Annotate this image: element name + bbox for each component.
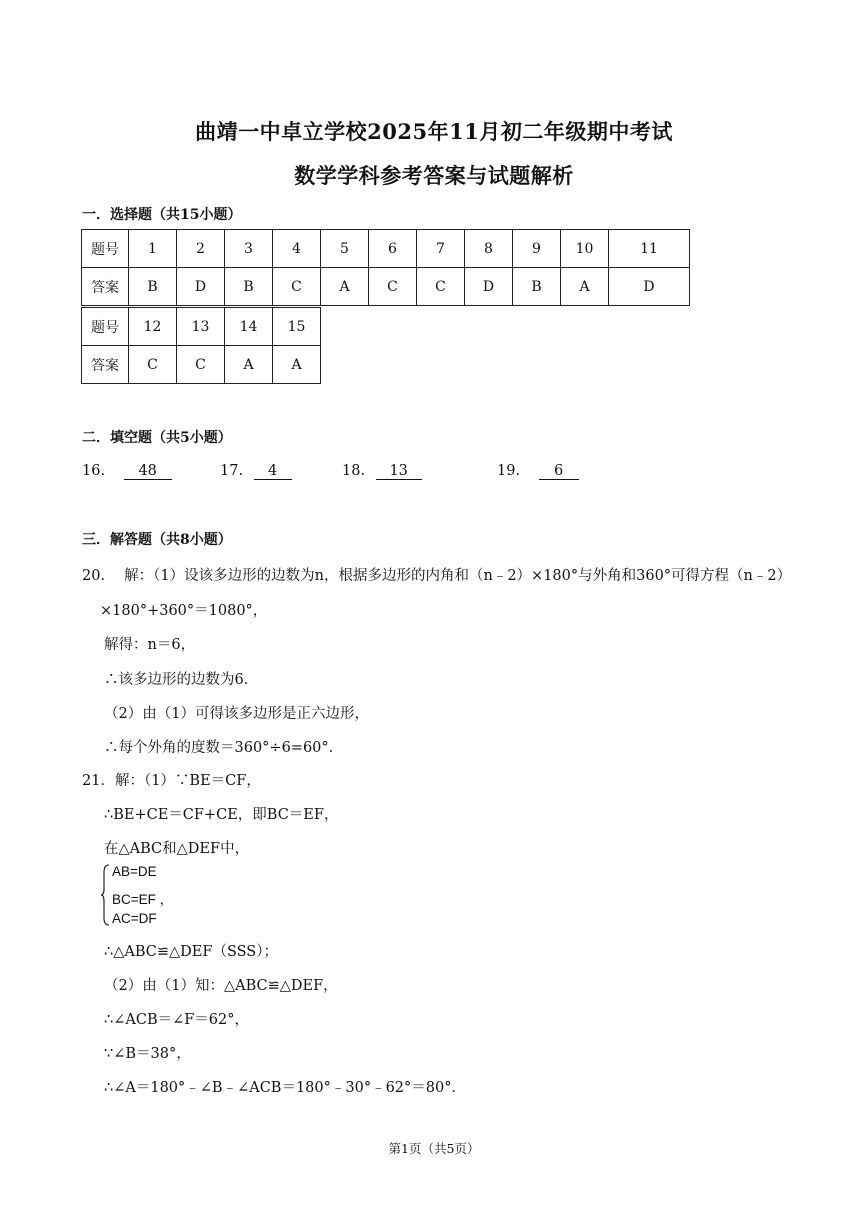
- solution-line: ×180°+360°＝1080°，: [100, 603, 268, 619]
- table-cell: 1: [129, 230, 177, 268]
- table-row-label: 答案: [82, 346, 129, 384]
- page-title: 曲靖一中卓立学校2025年11月初二年级期中考试: [195, 119, 673, 144]
- solution-line: 21．解：（1）∵BE＝CF，: [82, 773, 261, 789]
- table-cell: B: [129, 268, 177, 306]
- section-heading-solution: 三．解答题（共8小题）: [82, 532, 232, 548]
- fill-answer: 4: [254, 463, 292, 480]
- answer-table-2: [81, 307, 321, 384]
- table-cell: A: [321, 268, 369, 306]
- table-cell: 2: [177, 230, 225, 268]
- solution-line: ∴△ABC≌△DEF（SSS）；: [104, 944, 278, 960]
- page-subtitle: 数学学科参考答案与试题解析: [294, 163, 574, 188]
- solution-line: ∴该多边形的边数为6．: [104, 672, 259, 688]
- solution-line: ∴每个外角的度数＝360°÷6=60°．: [104, 740, 344, 756]
- table-cell: 13: [177, 308, 225, 346]
- table-cell: B: [225, 268, 273, 306]
- table-cell: 14: [225, 308, 273, 346]
- table-cell: 5: [321, 230, 369, 268]
- solution-line: ∴∠ACB＝∠F＝62°，: [104, 1012, 250, 1028]
- table-row-answers: [82, 268, 690, 306]
- equation-line: AB=DE: [112, 864, 157, 879]
- fill-number: 17.: [220, 463, 244, 479]
- table-row-answers: [82, 346, 321, 384]
- table-cell: 9: [513, 230, 561, 268]
- table-row-label: 题号: [82, 230, 129, 268]
- table-row-numbers: [82, 308, 321, 346]
- table-cell: 7: [417, 230, 465, 268]
- table-cell: 10: [561, 230, 609, 268]
- solution-line: 在△ABC和△DEF中，: [104, 841, 250, 857]
- answer-table-1: [81, 229, 690, 306]
- table-cell: 6: [369, 230, 417, 268]
- equation-line: BC=EF ，: [112, 892, 174, 907]
- fill-item-18: [342, 463, 422, 480]
- table-cell: 11: [609, 230, 690, 268]
- equation-line: AC=DF: [112, 911, 157, 926]
- solution-line: ∵∠B＝38°，: [104, 1046, 191, 1062]
- table-cell: D: [177, 268, 225, 306]
- solution-line: （2）由（1）知：△ABC≌△DEF，: [104, 978, 338, 994]
- solution-line: （2）由（1）可得该多边形是正六边形，: [104, 706, 369, 722]
- fill-answer: 48: [124, 463, 172, 480]
- table-cell: A: [273, 346, 321, 384]
- brace-icon: [100, 864, 110, 926]
- fill-item-16: [82, 463, 172, 480]
- fill-answer: 6: [539, 463, 579, 480]
- fill-item-19: [497, 463, 579, 480]
- fill-item-17: [220, 463, 292, 480]
- solution-line: ∴∠A＝180°﹣∠B﹣∠ACB＝180°﹣30°﹣62°＝80°．: [104, 1080, 466, 1096]
- table-cell: 8: [465, 230, 513, 268]
- table-cell: 15: [273, 308, 321, 346]
- section-heading-fill: 二．填空题（共5小题）: [82, 430, 232, 446]
- table-cell: C: [369, 268, 417, 306]
- table-cell: B: [513, 268, 561, 306]
- fill-number: 19.: [497, 463, 521, 479]
- table-row-label: 题号: [82, 308, 129, 346]
- fill-number: 18.: [342, 463, 366, 479]
- table-cell: D: [609, 268, 690, 306]
- section-heading-choice: 一．选择题（共15小题）: [82, 207, 242, 223]
- solution-line: ∴BE+CE＝CF+CE，即BC＝EF，: [104, 807, 339, 823]
- table-cell: 4: [273, 230, 321, 268]
- table-cell: C: [417, 268, 465, 306]
- table-cell: A: [561, 268, 609, 306]
- table-cell: 12: [129, 308, 177, 346]
- table-cell: 3: [225, 230, 273, 268]
- table-cell: C: [273, 268, 321, 306]
- table-row-numbers: [82, 230, 690, 268]
- table-cell: A: [225, 346, 273, 384]
- solution-line: 20. 解：（1）设该多边形的边数为n，根据多边形的内角和（n﹣2）×180°与外角和360°可得方程（n﹣2）: [82, 568, 792, 584]
- fill-number: 16.: [82, 463, 106, 479]
- table-row-label: 答案: [82, 268, 129, 306]
- fill-answer: 13: [376, 463, 422, 480]
- table-cell: C: [177, 346, 225, 384]
- solution-line: 解得：n＝6，: [104, 637, 196, 653]
- table-cell: C: [129, 346, 177, 384]
- page-footer: 第1页（共5页）: [388, 1141, 480, 1156]
- table-cell: D: [465, 268, 513, 306]
